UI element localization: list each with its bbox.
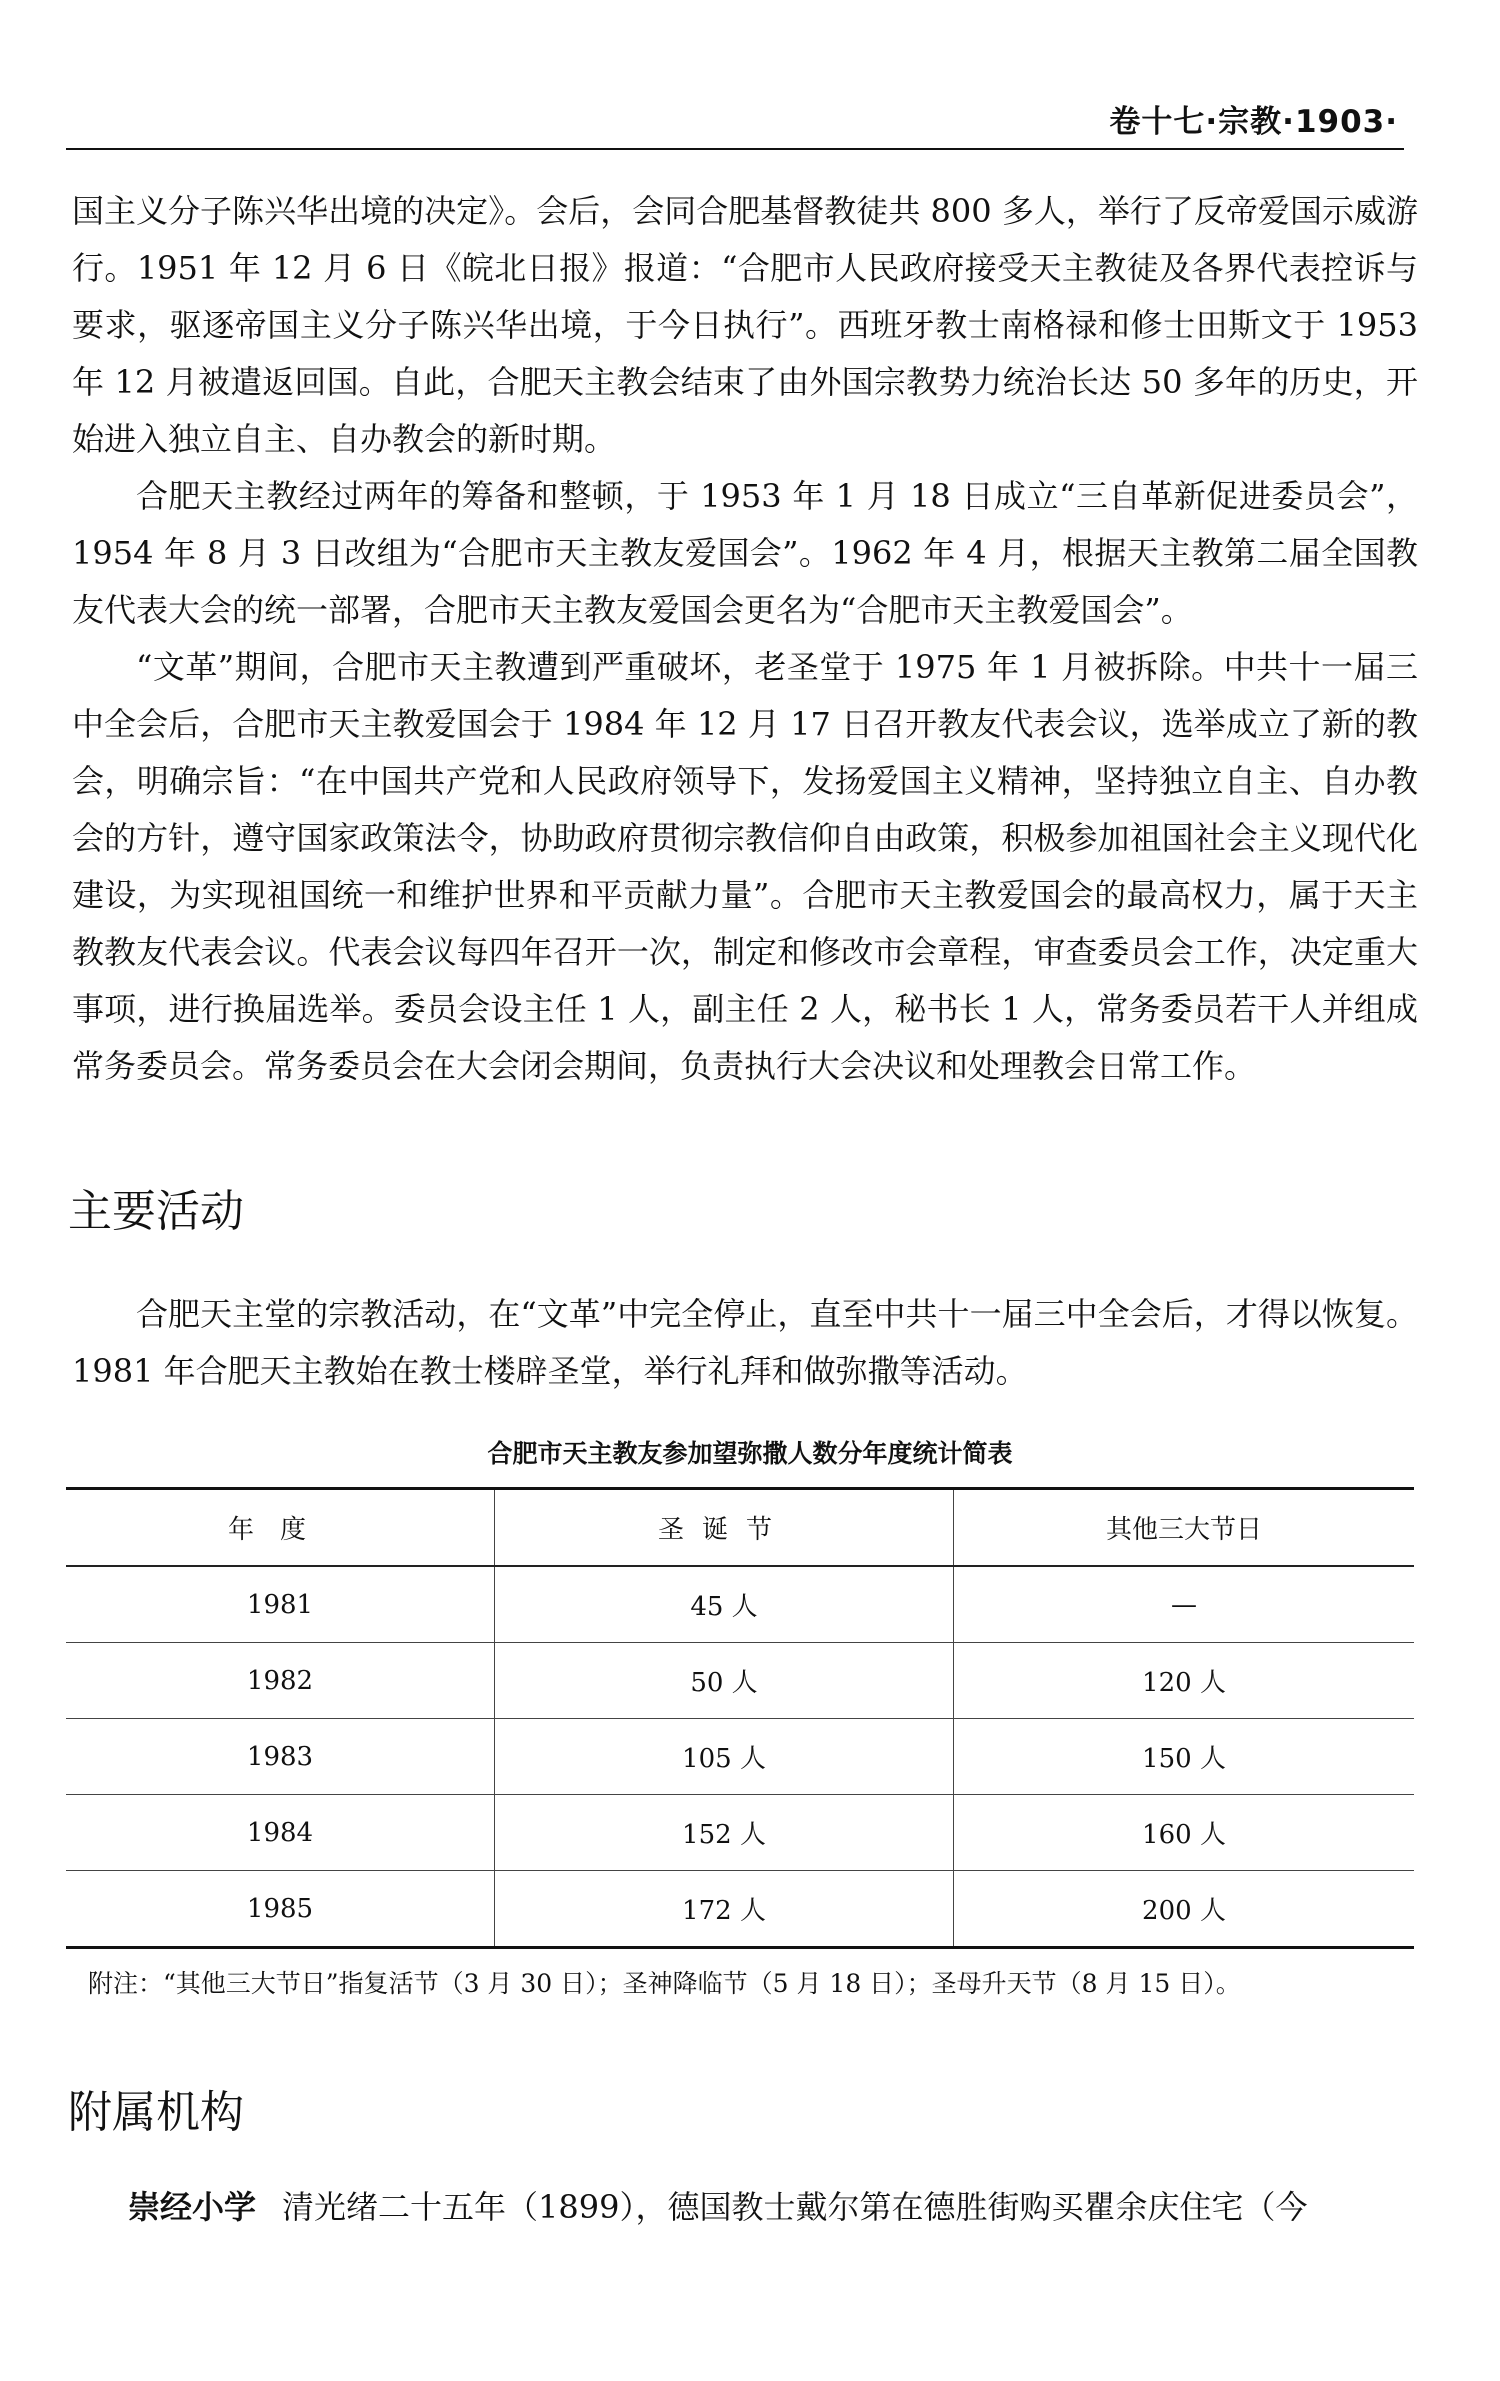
table-row bbox=[66, 1795, 1414, 1871]
cell-christmas: 45 人 bbox=[495, 1566, 954, 1643]
body-text-activities bbox=[72, 1286, 1418, 1400]
cell-christmas: 50 人 bbox=[495, 1643, 954, 1719]
affiliate-entry bbox=[128, 2179, 1418, 2236]
entry-text: 清光绪二十五年（1899），德国教士戴尔第在德胜街购买瞿余庆住宅（今 bbox=[282, 2188, 1308, 2226]
column-header-other-festivals: 其他三大节日 bbox=[954, 1489, 1415, 1567]
paragraph-continued: 国主义分子陈兴华出境的决定》。会后，会同合肥基督教徒共 800 多人，举行了反帝爱国示威游行。1951 年 12 月 6 日《皖北日报》报道：“合肥市人民政府接受天主教徒及各界代表控诉与要求，驱逐帝国主义分子陈兴华出境，于今日执行”。西班牙教士南格禄和修士田斯文于 1953 年 12 月被遣返回国。自此，合肥天主教会结束了由外国宗教势力统治长达 50 多年的历史，开始进入独立自主、自办教会的新时期。 bbox=[72, 192, 1418, 458]
section-heading-activities: 主要活动 bbox=[68, 1186, 244, 1237]
cell-other-festivals: 120 人 bbox=[954, 1643, 1415, 1719]
stats-table bbox=[66, 1487, 1414, 1949]
cell-other-festivals: 150 人 bbox=[954, 1719, 1415, 1795]
cell-christmas: 105 人 bbox=[495, 1719, 954, 1795]
column-header-year: 年度 bbox=[66, 1489, 495, 1567]
cell-other-festivals: — bbox=[954, 1566, 1415, 1643]
body-text-top bbox=[72, 183, 1418, 1095]
cell-christmas: 172 人 bbox=[495, 1871, 954, 1948]
entry-term: 崇经小学 bbox=[128, 2188, 257, 2226]
paragraph: 合肥天主教经过两年的筹备和整顿，于 1953 年 1 月 18 日成立“三自革新促进委员会”，1954 年 8 月 3 日改组为“合肥市天主教友爱国会”。1962 年 4 月，根据天主教第二届全国教友代表大会的统一部署，合肥市天主教友爱国会更名为“合肥市天主教爱国会”。 bbox=[72, 477, 1418, 629]
cell-year: 1984 bbox=[66, 1795, 495, 1871]
paragraph: “文革”期间，合肥市天主教遭到严重破坏，老圣堂于 1975 年 1 月被拆除。中共十一届三中全会后，合肥市天主教爱国会于 1984 年 12 月 17 日召开教友代表会议，选举成立了新的教会，明确宗旨：“在中国共产党和人民政府领导下，发扬爱国主义精神，坚持独立自主、自办教会的方针，遵守国家政策法令，协助政府贯彻宗教信仰自由政策，积极参加祖国社会主义现代化建设，为实现祖国统一和维护世界和平贡献力量”。合肥市天主教爱国会的最高权力，属于天主教教友代表会议。代表会议每四年召开一次，制定和修改市会章程，审查委员会工作，决定重大事项，进行换届选举。委员会设主任 1 人，副主任 2 人，秘书长 1 人，常务委员若干人并组成常务委员会。常务委员会在大会闭会期间，负责执行大会决议和处理教会日常工作。 bbox=[72, 648, 1418, 1085]
cell-year: 1982 bbox=[66, 1643, 495, 1719]
table-row bbox=[66, 1871, 1414, 1948]
cell-other-festivals: 200 人 bbox=[954, 1871, 1415, 1948]
cell-christmas: 152 人 bbox=[495, 1795, 954, 1871]
section-heading-affiliates: 附属机构 bbox=[68, 2087, 244, 2138]
cell-year: 1983 bbox=[66, 1719, 495, 1795]
table-row bbox=[66, 1643, 1414, 1719]
cell-year: 1985 bbox=[66, 1871, 495, 1948]
cell-year: 1981 bbox=[66, 1566, 495, 1643]
paragraph: 合肥天主堂的宗教活动，在“文革”中完全停止，直至中共十一届三中全会后，才得以恢复。1981 年合肥天主教始在教士楼辟圣堂，举行礼拜和做弥撒等活动。 bbox=[72, 1295, 1418, 1390]
table-note: 附注：“其他三大节日”指复活节（3 月 30 日）；圣神降临节（5 月 18 日）；圣母升天节（8 月 15 日）。 bbox=[88, 1969, 1241, 1998]
column-header-christmas: 圣诞节 bbox=[495, 1489, 954, 1567]
table-row bbox=[66, 1719, 1414, 1795]
table-row bbox=[66, 1566, 1414, 1643]
header-rule bbox=[66, 148, 1404, 150]
running-header: 卷十七·宗教·1903· bbox=[1109, 104, 1398, 140]
table-header-row bbox=[66, 1489, 1414, 1567]
table-title: 合肥市天主教友参加望弥撒人数分年度统计简表 bbox=[487, 1439, 1013, 1468]
cell-other-festivals: 160 人 bbox=[954, 1795, 1415, 1871]
